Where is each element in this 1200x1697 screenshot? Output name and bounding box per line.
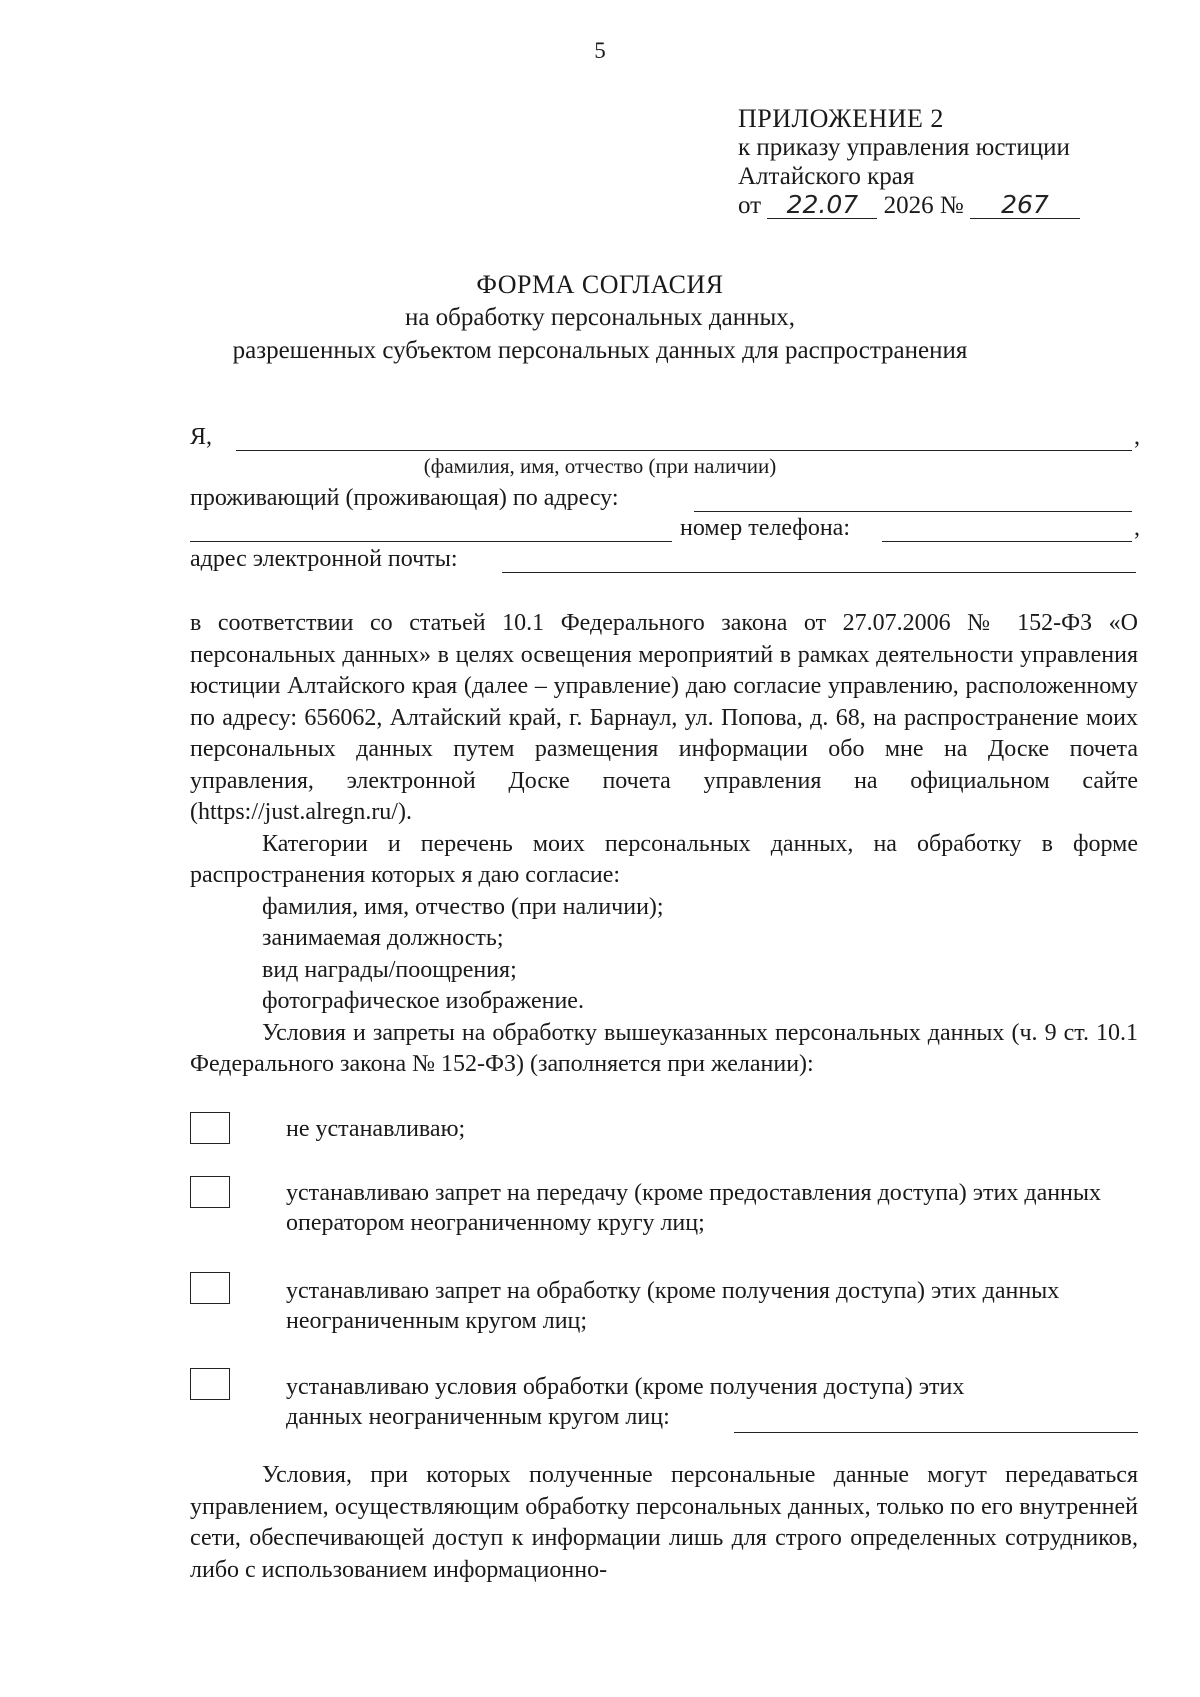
email-label: адрес электронной почты: <box>190 546 458 572</box>
appendix-date-row <box>738 191 1080 220</box>
list-item: вид награды/поощрения; <box>262 956 517 983</box>
list-item: занимаемая должность; <box>262 925 504 951</box>
address-label: проживающий (проживающая) по адресу: <box>190 485 619 511</box>
address-field-continued[interactable] <box>190 541 672 542</box>
phone-comma: , <box>1134 515 1140 541</box>
year-text: 2026 № <box>883 192 964 219</box>
form-title-sub2: разрешенных субъектом персональных данных для распространения <box>232 337 968 364</box>
fio-field[interactable] <box>236 450 1132 451</box>
checkbox-processing-conditions[interactable] <box>190 1368 230 1400</box>
categories-paragraph: Категории и перечень моих персональных данных, на обработку в форме распространения которых я даю согласие: <box>190 830 1138 888</box>
fio-caption: (фамилия, имя, отчество (при наличии) <box>423 454 777 478</box>
form-title-main: ФОРМА СОГЛАСИЯ <box>476 270 724 299</box>
conditions-paragraph: Условия и запреты на обработку вышеуказанных персональных данных (ч. 9 ст. 10.1 Федерального закона № 152-ФЗ) (заполняется при желании): <box>190 1019 1138 1077</box>
option-label: устанавливаю условия обработки (кроме получения доступа) этих данных неограниченным кругом лиц: <box>286 1374 965 1430</box>
date-prefix: от <box>738 192 762 219</box>
transfer-conditions-paragraph <box>190 1460 1138 1586</box>
phone-label: номер телефона: <box>680 515 851 541</box>
page-number: 5 <box>594 38 606 63</box>
ya-label: Я, <box>190 424 213 450</box>
form-title <box>0 268 1200 367</box>
ya-comma: , <box>1134 424 1140 450</box>
list-item: фамилия, имя, отчество (при наличии); <box>262 893 664 920</box>
option-label: устанавливаю запрет на передачу (кроме предоставления доступа) этих данных оператором неограниченному кругу лиц; <box>286 1180 1102 1236</box>
consent-paragraph-1: в соответствии со статьей 10.1 Федерального закона от 27.07.2006 № 152-ФЗ «О персональных данных» в целях освещения мероприятий в рамках деятельности управления юстиции Алтайского края (далее – управление) даю согласие управлению, расположенному по адресу: 656062, Алтайский край, г. Барнаул, ул. Попова, д. 68, на распространение моих персональных данных путем размещения информации обо мне на Доске почета управления, электронной Доске почета управления на официальном сайте (https://just.alregn.ru/). <box>190 610 1138 825</box>
address-field[interactable] <box>694 511 1132 512</box>
appendix-header <box>738 104 1080 220</box>
handwritten-date: 22.07 <box>767 192 877 219</box>
appendix-title: ПРИЛОЖЕНИЕ 2 <box>738 104 944 133</box>
checkbox-transfer-ban[interactable] <box>190 1176 230 1208</box>
appendix-order-line: к приказу управления юстиции <box>738 134 1070 161</box>
checkbox-no-restrictions[interactable] <box>190 1112 230 1144</box>
phone-field[interactable] <box>882 541 1132 542</box>
conditions-field[interactable] <box>734 1432 1138 1433</box>
handwritten-number: 267 <box>970 192 1080 219</box>
final-paragraph-text: Условия, при которых полученные персональные данные могут передаваться управлением, осуществляющим обработку персональных данных, только по его внутренней сети, обеспечивающей доступ к информации лишь для строго определенных сотрудников, либо с использованием информационно- <box>190 1462 1138 1583</box>
consent-body <box>190 608 1138 1081</box>
checkbox-processing-ban[interactable] <box>190 1272 230 1304</box>
option-label: устанавливаю запрет на обработку (кроме получения доступа) этих данных неограниченным кругом лиц; <box>286 1278 1060 1334</box>
list-item: фотографическое изображение. <box>262 988 584 1014</box>
email-field[interactable] <box>502 572 1136 573</box>
option-label: не устанавливаю; <box>286 1116 466 1142</box>
appendix-region-line: Алтайского края <box>738 163 915 190</box>
form-title-sub1: на обработку персональных данных, <box>404 304 796 331</box>
